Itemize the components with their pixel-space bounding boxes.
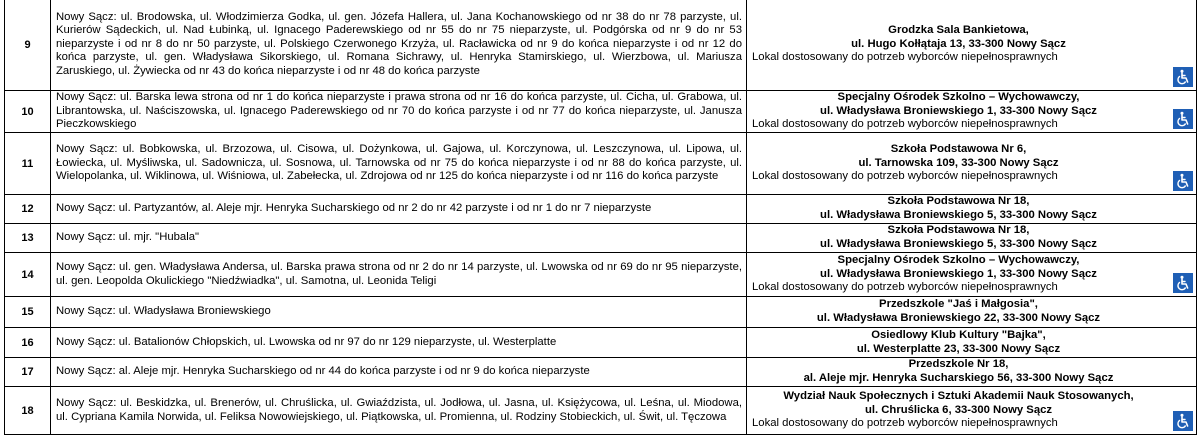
place-address: ul. Władysława Broniewskiego 1, 33-300 Nowy Sącz	[820, 267, 1097, 280]
place-address: ul. Władysława Broniewskiego 5, 33-300 Nowy Sącz	[820, 209, 1097, 221]
district-area: Nowy Sącz: ul. gen. Władysława Andersa, ul. Barska prawa strona od nr 2 do nr 14 parzyste, ul. Lwowska od nr 69 do nr 95 nieparzyste, ul. gen. Leopolda Okulickiego "Niedźwiadka", ul. Samotna, ul. Leonida Teligi	[51, 253, 747, 297]
place-name: Grodzka Sala Bankietowa,	[888, 24, 1029, 37]
district-number: 9	[5, 0, 51, 91]
place-name: Szkoła Podstawowa Nr 18,	[887, 195, 1030, 208]
polling-place	[747, 133, 1197, 195]
table-row	[5, 0, 1197, 91]
wheelchair-icon	[1173, 109, 1193, 129]
wheelchair-icon	[1173, 67, 1193, 87]
district-area: Nowy Sącz: ul. Batalionów Chłopskich, ul. Lwowska od nr 97 do nr 129 nieparzyste, ul. Westerplatte	[51, 328, 747, 358]
polling-place	[747, 387, 1197, 435]
polling-stations-table	[4, 0, 1197, 435]
polling-place	[747, 358, 1197, 387]
district-number: 10	[5, 91, 51, 133]
accessibility-note: Lokal dostosowany do potrzeb wyborców niepełnosprawnych	[752, 118, 1058, 131]
place-address: ul. Chruślicka 6, 33-300 Nowy Sącz	[864, 403, 1053, 416]
district-number: 18	[5, 387, 51, 435]
place-name: Szkoła Podstawowa Nr 18,	[887, 224, 1030, 237]
district-number: 12	[5, 195, 51, 224]
polling-place	[747, 91, 1197, 133]
district-number: 16	[5, 328, 51, 358]
table-row	[5, 328, 1197, 358]
place-address: ul. Władysława Broniewskiego 5, 33-300 Nowy Sącz	[820, 238, 1097, 250]
table-row	[5, 195, 1197, 224]
accessibility-note: Lokal dostosowany do potrzeb wyborców niepełnosprawnych	[752, 417, 1058, 430]
district-number: 13	[5, 224, 51, 253]
district-area: Nowy Sącz: ul. Bobkowska, ul. Brzozowa, ul. Cisowa, ul. Dożynkowa, ul. Gajowa, ul. Korczynowa, ul. Leszczynowa, ul. Lipowa, ul. Łowiecka, ul. Myśliwska, ul. Sadownicza, ul. Sosnowa, ul. Tarnowska od nr 75 do końca nieparzyste i od nr 88 do końca parzyste, ul. Wielopolanka, ul. Wiklinowa, ul. Wiśniowa, ul. Zabełecka, ul. Zdrojowa od nr 125 do końca nieparzyste i od nr 116 do końca parzyste	[51, 133, 747, 195]
district-area: Nowy Sącz: ul. Partyzantów, al. Aleje mjr. Henryka Sucharskiego od nr 2 do nr 42 parzyste i od nr 1 do nr 7 nieparzyste	[51, 195, 747, 224]
polling-place	[747, 195, 1197, 224]
table-row	[5, 224, 1197, 253]
place-name: Osiedlowy Klub Kultury "Bajka",	[871, 328, 1046, 341]
accessibility-note: Lokal dostosowany do potrzeb wyborców niepełnosprawnych	[752, 51, 1058, 64]
place-name: Przedszkole Nr 18,	[908, 358, 1009, 371]
polling-place	[747, 224, 1197, 253]
district-area: Nowy Sącz: ul. Beskidzka, ul. Brenerów, ul. Chruślicka, ul. Gwiaździsta, ul. Jodłowa, ul. Jasna, ul. Księżycowa, ul. Leśna, ul. Miodowa, ul. Cypriana Kamila Norwida, ul. Feliksa Nowowiejskiego, ul. Piątkowska, ul. Promienna, ul. Rodziny Stobieckich, ul. Świt, ul. Tęczowa	[51, 387, 747, 435]
district-number: 15	[5, 297, 51, 328]
place-address: al. Aleje mjr. Henryka Sucharskiego 56, 33-300 Nowy Sącz	[803, 372, 1114, 384]
wheelchair-icon	[1173, 171, 1193, 191]
district-area: Nowy Sącz: ul. Barska lewa strona od nr 1 do końca nieparzyste i prawa strona od nr 16 do końca parzyste, ul. Cicha, ul. Grabowa, ul. Librantowska, ul. Naściszowska, ul. Ignacego Paderewskiego od nr 70 do końca parzyste i od nr 77 do końca nieparzyste, ul. Janusza Pieczkowskiego	[51, 91, 747, 133]
table-row	[5, 133, 1197, 195]
district-number: 11	[5, 133, 51, 195]
wheelchair-icon	[1173, 411, 1193, 431]
district-area: Nowy Sącz: ul. mjr. "Hubala"	[51, 224, 747, 253]
polling-place	[747, 297, 1197, 328]
district-area: Nowy Sącz: ul. Władysława Broniewskiego	[51, 297, 747, 328]
table-row	[5, 91, 1197, 133]
wheelchair-icon	[1173, 273, 1193, 293]
polling-place	[747, 253, 1197, 297]
place-name: Wydział Nauk Społecznych i Sztuki Akademii Nauk Stosowanych,	[783, 390, 1134, 403]
accessibility-note: Lokal dostosowany do potrzeb wyborców niepełnosprawnych	[752, 281, 1058, 294]
place-address: ul. Hugo Kołłątaja 13, 33-300 Nowy Sącz	[851, 37, 1066, 50]
district-area: Nowy Sącz: ul. Brodowska, ul. Włodzimierza Godka, ul. gen. Józefa Hallera, ul. Jana Kochanowskiego od nr 38 do nr 78 parzyste, ul. Kurierów Sądeckich, ul. Nad Łubinką, ul. Ignacego Paderewskiego od nr 55 do nr 75 nieparzyste, ul. Podgórska od nr 9 do nr 53 nieparzyste i od nr 8 do nr 50 parzyste, ul. Polskiego Czerwonego Krzyża, ul. Racławicka od nr 9 do końca nieparzyste i od nr 12 do końca parzyste, ul. gen. Władysława Sikorskiego, ul. Romana Sichrawy, ul. Henryka Stamirskiego, ul. Wierzbowa, ul. Mariusza Zaruskiego, ul. Żywiecka od nr 43 do końca nieparzyste i od nr 48 do końca parzyste	[51, 0, 747, 91]
table-row	[5, 358, 1197, 387]
polling-place	[747, 328, 1197, 358]
place-name: Specjalny Ośrodek Szkolno – Wychowawczy,	[837, 254, 1080, 267]
place-name: Przedszkole "Jaś i Małgosia",	[879, 298, 1038, 311]
place-address: ul. Władysława Broniewskiego 1, 33-300 Nowy Sącz	[820, 104, 1097, 117]
table-row	[5, 253, 1197, 297]
table-row	[5, 387, 1197, 435]
place-address: ul. Władysława Broniewskiego 22, 33-300 Nowy Sącz	[816, 312, 1101, 324]
table-row	[5, 297, 1197, 328]
place-name: Specjalny Ośrodek Szkolno – Wychowawczy,	[837, 91, 1080, 104]
polling-place	[747, 0, 1197, 91]
district-number: 14	[5, 253, 51, 297]
district-number: 17	[5, 358, 51, 387]
place-name: Szkoła Podstawowa Nr 6,	[890, 143, 1027, 156]
place-address: ul. Westerplatte 23, 33-300 Nowy Sącz	[856, 342, 1061, 355]
district-area: Nowy Sącz: al. Aleje mjr. Henryka Sucharskiego od nr 44 do końca parzyste i od nr 9 do końca nieparzyste	[51, 358, 747, 387]
place-address: ul. Tarnowska 109, 33-300 Nowy Sącz	[858, 156, 1059, 169]
accessibility-note: Lokal dostosowany do potrzeb wyborców niepełnosprawnych	[752, 170, 1058, 183]
